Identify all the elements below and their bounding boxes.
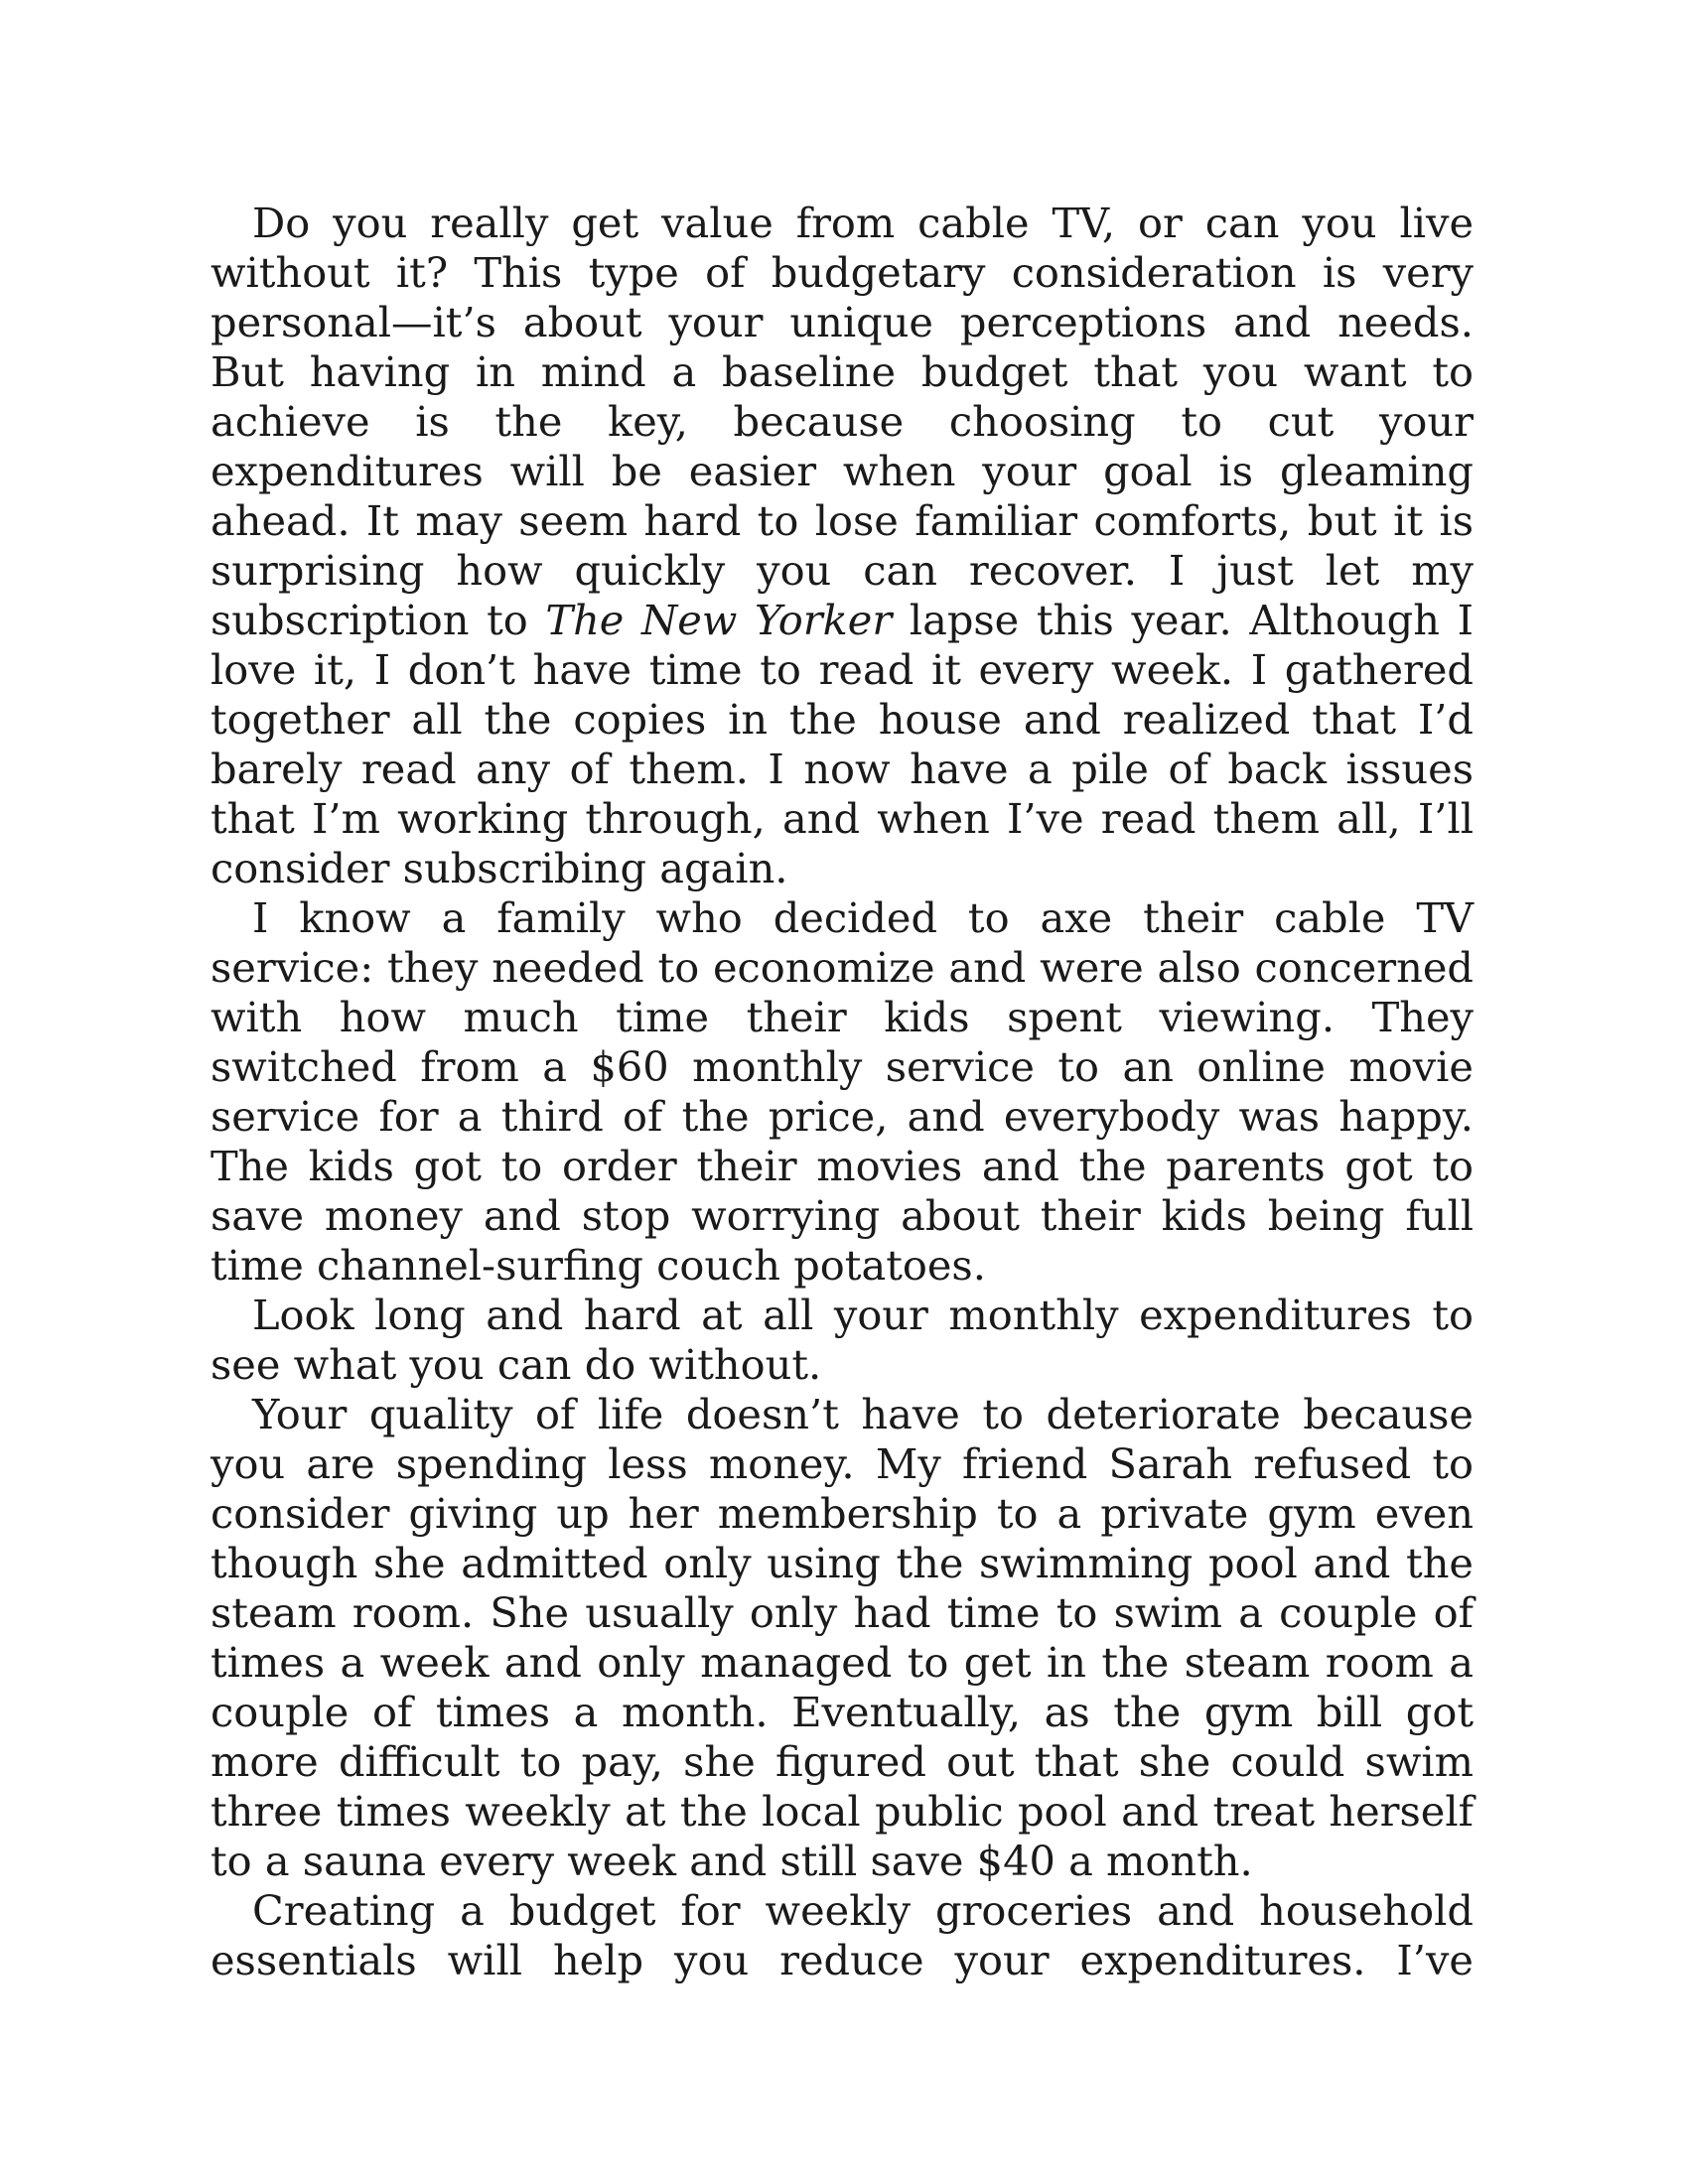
paragraph-5: Creating a budget for weekly groceries and household essentials will help you reduce your expenditures. I’ve (211, 1886, 1474, 1984)
paragraph-2: I know a family who decided to axe their cable TV service: they needed to economize and were also concerned with how much time their kids spent viewing. They switched from a $60 monthly service to an online movie service for a third of the price, and everybody was happy. The kids got to order their movies and the parents got to save money and stop worrying about their kids being full time channel-surfing couch potatoes. (211, 893, 1474, 1290)
paragraph-4: Your quality of life doesn’t have to deteriorate because you are spending less money. My friend Sarah refused to consider giving up her membership to a private gym even though she admitted only using the swimming pool and the steam room. She usually only had time to swim a couple of times a week and only managed to get in the steam room a couple of times a month. Eventually, as the gym bill got more difficult to pay, she figured out that she could swim three times weekly at the local public pool and treat herself to a sauna every week and still save $40 a month. (211, 1390, 1474, 1885)
paragraph-1 (211, 199, 1474, 893)
page-body (211, 199, 1474, 1985)
paragraph-3: Look long and hard at all your monthly expenditures to see what you can do without. (211, 1291, 1474, 1389)
magazine-title-italic: The New Yorker (545, 596, 893, 644)
paragraph-1-text-after-italic: lapse this year. Although I love it, I don’t have time to read it every week. I gathered together all the copies in the house and realized that I’d barely read any of them. I now have a pile of back issues that I’m working through, and when I’ve read them all, I’ll consider subscribing again. (211, 596, 1474, 892)
paragraph-1-text-before-italic: Do you really get value from cable TV, or can you live without it? This type of budgetary consideration is very personal—it’s about your unique perceptions and needs. But having in mind a baseline budget that you want to achieve is the key, because choosing to cut your expenditures will be easier when your goal is gleaming ahead. It may seem hard to lose familiar comforts, but it is surprising how quickly you can recover. I just let my subscription to (211, 199, 1474, 644)
